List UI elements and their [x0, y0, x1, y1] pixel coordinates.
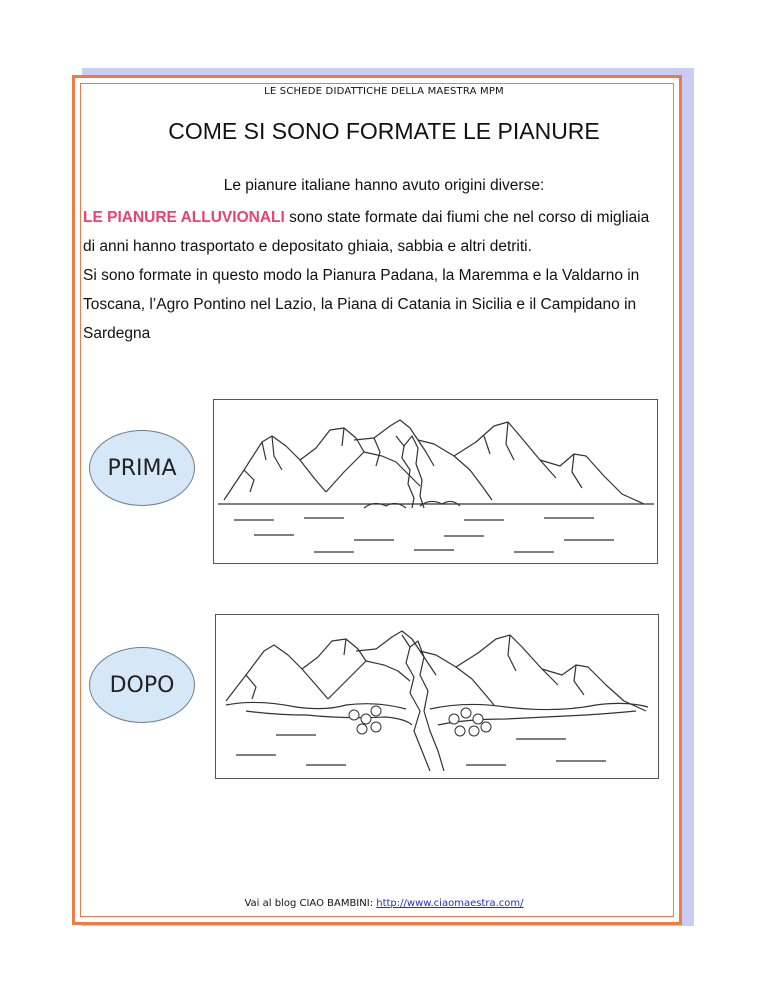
footer — [0, 898, 768, 909]
paragraph-alluvial — [83, 203, 663, 261]
label-before: PRIMA — [107, 455, 177, 481]
paragraph-examples: Si sono formate in questo modo la Pianura Padana, la Maremma e la Valdarno in Toscana, l’Agro Pontino nel Lazio, la Piana di Catania in Sicilia e il Campidano in Sardegna — [83, 267, 640, 342]
footer-text: Vai al blog CIAO BAMBINI: — [244, 898, 377, 909]
label-before-bubble — [89, 430, 195, 506]
page-title: COME SI SONO FORMATE LE PIANURE — [168, 118, 600, 144]
blog-link[interactable]: http://www.ciaomaestra.com/ — [376, 898, 524, 909]
worksheet-header: LE SCHEDE DIDATTICHE DELLA MAESTRA MPM — [264, 86, 504, 97]
mountains-after-drawing — [216, 615, 658, 778]
label-after-bubble — [89, 647, 195, 723]
highlight-term: LE PIANURE ALLUVIONALI — [83, 209, 285, 226]
mountains-before-drawing — [214, 400, 657, 563]
illustration-after — [215, 614, 659, 779]
illustration-before — [213, 399, 658, 564]
label-after: DOPO — [109, 672, 175, 698]
paragraph-alluvial-text: sono state formate dai fiumi che nel corso di migliaia di anni hanno trasportato e depositato ghiaia, sabbia e altri detriti. — [83, 209, 650, 255]
body-text — [83, 203, 663, 348]
intro-text: Le pianure italiane hanno avuto origini diverse: — [223, 177, 545, 194]
